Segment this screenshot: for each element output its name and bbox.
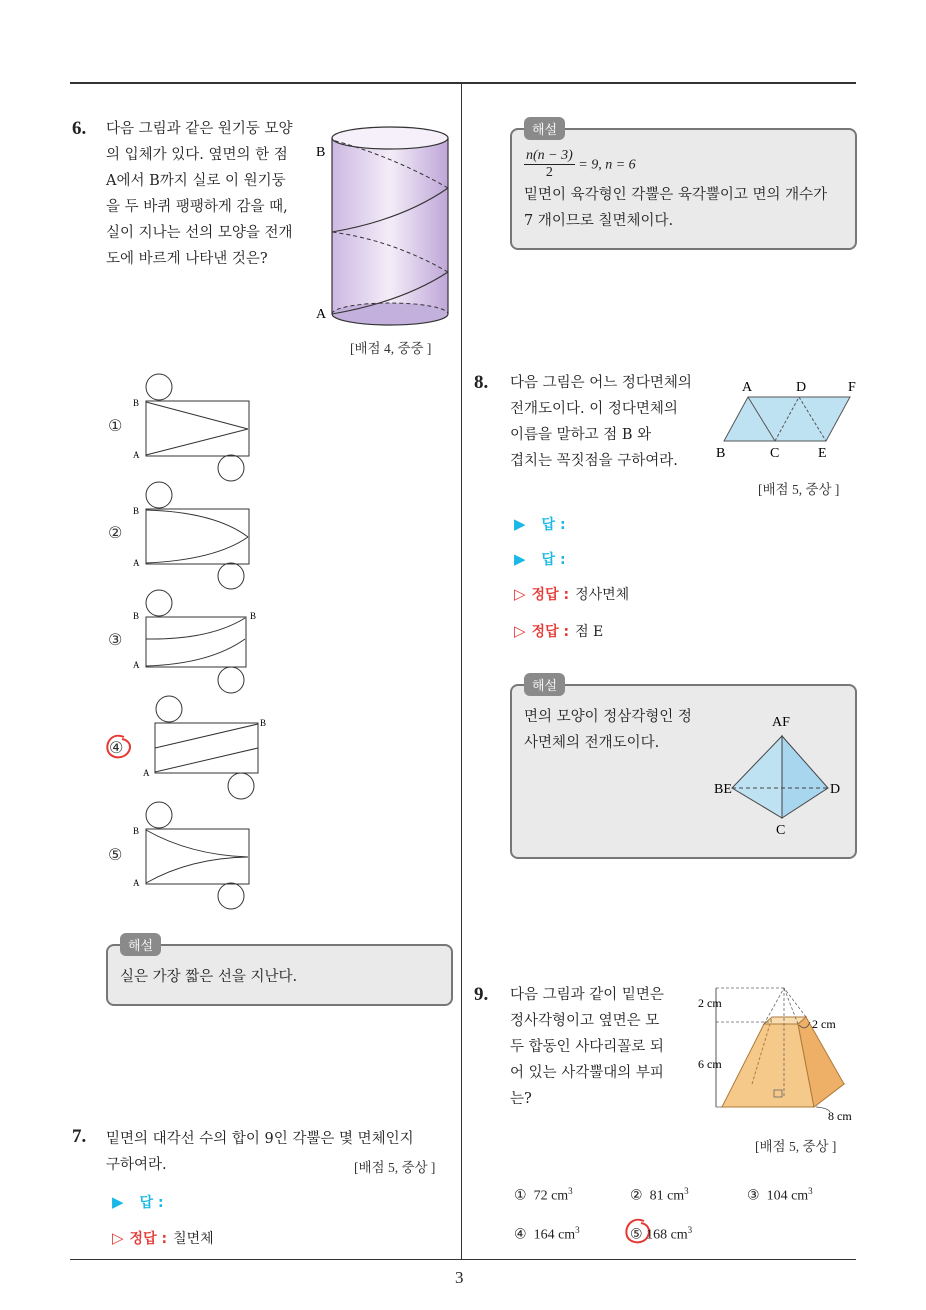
q6-explanation-box [106,939,453,1006]
q7-correct-label: 정답 : [129,1231,168,1247]
q7-formula-rest: = 9, n = 6 [574,157,636,173]
q6-cylinder-figure [312,122,462,332]
q7-correct-line [112,1228,214,1248]
q6-option-3-number[interactable]: ③ [108,630,123,649]
q6-option-2-net[interactable] [130,480,256,592]
svg-text:D: D [796,380,807,395]
q6-option-1-number[interactable]: ① [108,416,123,435]
q8-answer-line-1[interactable] [514,514,566,534]
svg-text:AF: AF [772,715,790,730]
q7-correct-value: 칠면체 [173,1231,214,1247]
q8-correct-value-2: 점 E [575,624,604,640]
q6-explanation-tag: 해설 [120,933,161,956]
q6-number: 6. [72,118,87,139]
svg-text:B: B [250,611,257,621]
svg-text:A: A [143,768,150,778]
q9-score: [배점 5, 중상 ] [755,1139,837,1154]
q8-answer-label-2: 답 : [541,552,566,568]
q7-formula-fraction: $\frac{n(n - 3)}{2}$ [526,148,573,180]
q7-question-line2: 구하여라. [106,1157,167,1173]
q8-correct-label-1: 정답 : [531,587,570,603]
svg-text:2 cm: 2 cm [698,996,722,1010]
q7-score: [배점 5, 중상 ] [354,1160,436,1175]
q9-question: 다음 그림과 같이 밑면은 정사각형이고 옆면은 모 두 합동인 사다리꼴로 되 어 있는 사각뿔대의 부피 는? [510,987,664,1107]
svg-text:B: B [133,506,140,516]
q6-option-5-number[interactable]: ⑤ [108,845,123,864]
svg-text:B: B [133,398,140,408]
q6-option-5-net[interactable] [130,800,256,912]
q8-net-figure [712,375,862,465]
svg-text:C: C [770,446,780,461]
correct-arrow-icon: ▷ [514,585,526,603]
svg-text:E: E [818,446,827,461]
correct-arrow-icon: ▷ [112,1229,124,1247]
answer-arrow-icon: ▶ [112,1193,124,1211]
q6-score: [배점 4, 중중 ] [350,341,432,356]
svg-text:A: A [133,450,140,460]
svg-text:A: A [133,660,140,670]
q8-explanation-text: 면의 모양이 정삼각형인 정 사면체의 전개도이다. [524,709,692,751]
correct-arrow-icon: ▷ [514,622,526,640]
q8-answer-label-1: 답 : [541,517,566,533]
q6-label-a: A [316,307,327,322]
svg-text:8 cm: 8 cm [828,1109,852,1123]
svg-text:B: B [133,826,140,836]
svg-text:D: D [830,782,841,797]
q7-question-line1: 밑면의 대각선 수의 합이 9인 각뿔은 몇 면체인지 [106,1131,414,1147]
q8-tetrahedron-figure [712,696,847,836]
q7-answer-label: 답 : [139,1195,164,1211]
svg-text:B: B [133,611,140,621]
q7-answer-line[interactable] [112,1192,164,1212]
q8-score: [배점 5, 중상 ] [758,482,840,497]
q7-explanation-tag: 해설 [524,117,565,140]
page-number: 3 [455,1268,464,1287]
q8-explanation-box [510,679,857,859]
q8-explanation-tag: 해설 [524,673,565,696]
q6-label-b: B [316,145,326,160]
bottom-rule [70,1259,856,1260]
svg-text:C: C [776,823,786,836]
q7-number: 7. [72,1126,87,1147]
q7-explanation-text: 밑면이 육각형인 각뿔은 육각뿔이고 면의 개수가 7 개이므로 칠면체이다. [524,187,828,229]
svg-text:B: B [260,718,267,728]
q8-question: 다음 그림은 어느 정다면체의 전개도이다. 이 정다면체의 이름을 말하고 점 B 와 겹치는 꼭짓점을 구하여라. [510,375,692,469]
q9-choice-5[interactable]: ⑤ 168 $cm^3$ [630,1225,693,1243]
svg-text:6 cm: 6 cm [698,1057,722,1071]
q9-choice-2[interactable]: ② 81 $cm^3$ [630,1186,689,1204]
q8-correct-line-2 [514,621,603,641]
svg-text:A: A [133,878,140,888]
q8-number: 8. [474,372,489,393]
svg-text:F: F [848,380,856,395]
q8-correct-value-1: 정사면체 [575,587,630,603]
svg-text:2 cm: 2 cm [812,1017,836,1031]
q8-answer-line-2[interactable] [514,549,566,569]
answer-arrow-icon: ▶ [514,550,526,568]
q6-option-3-net[interactable] [130,588,265,700]
q6-option-4-net[interactable] [140,694,280,806]
svg-text:B: B [716,446,726,461]
q8-correct-line-1 [514,584,629,604]
q9-frustum-figure [694,980,864,1140]
q7-explanation-box [510,123,857,250]
q6-option-4-number[interactable]: ④ [109,738,124,757]
q9-choice-3[interactable]: ③ 104 $cm^3$ [747,1186,813,1204]
answer-arrow-icon: ▶ [514,515,526,533]
top-rule [70,82,856,84]
q6-option-2-number[interactable]: ② [108,523,123,542]
q9-choice-4[interactable]: ④ 164 $cm^3$ [514,1225,580,1243]
svg-text:A: A [742,380,753,395]
q6-option-1-net[interactable] [130,372,256,484]
q8-correct-label-2: 정답 : [531,624,570,640]
svg-text:BE: BE [714,782,732,797]
q6-explanation-text: 실은 가장 짧은 선을 지난다. [120,969,298,985]
q7-formula [524,148,636,181]
q9-number: 9. [474,984,489,1005]
svg-text:A: A [133,558,140,568]
q6-question: 다음 그림과 같은 원기둥 모양 의 입체가 있다. 옆면의 한 점 A에서 B까지 실로 이 원기둥 을 두 바퀴 팽팽하게 감을 때, 실이 지나는 선의 모양을 전개 도에 바르게 나타낸 것은? [106,121,293,267]
q9-choice-1[interactable]: ① 72 $cm^3$ [514,1186,573,1204]
